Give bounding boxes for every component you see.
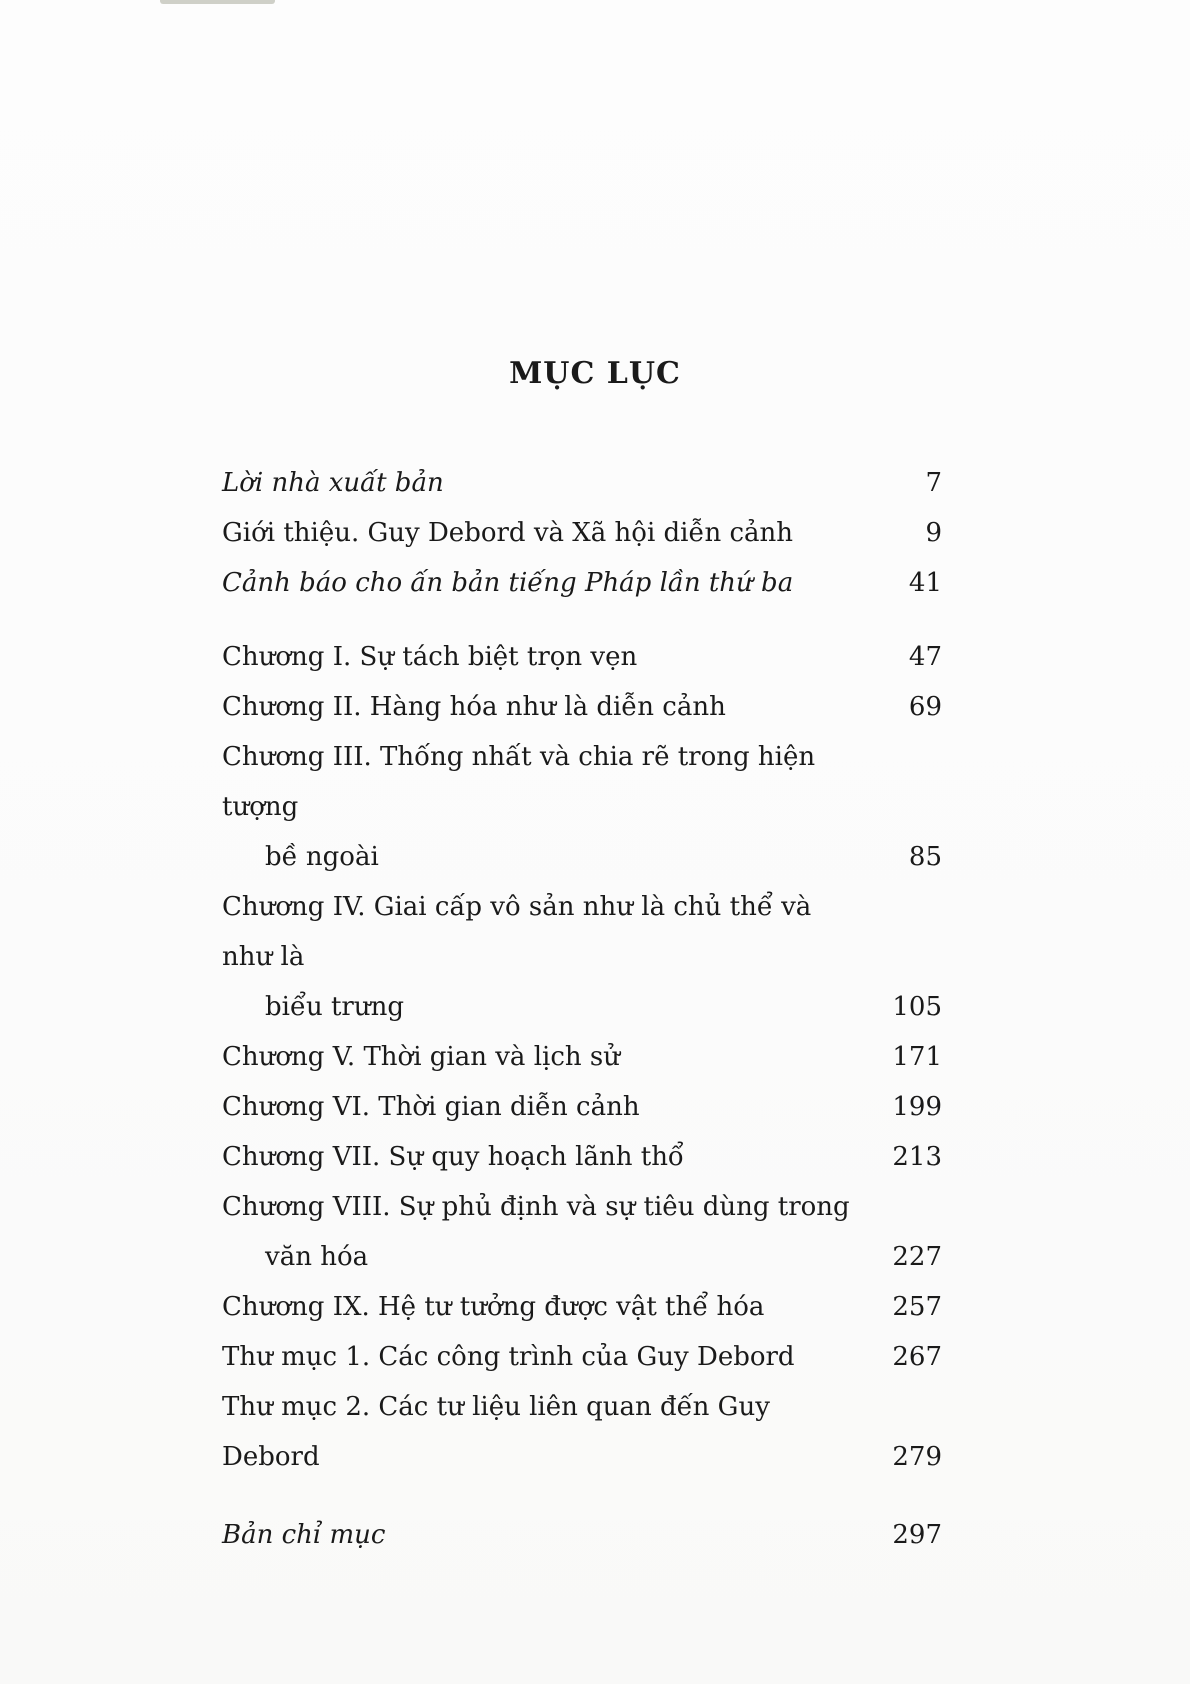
toc-entry-chapter-8: [222, 1182, 942, 1282]
toc-entry-chapter-7: [222, 1132, 942, 1182]
toc-entry-bibliography-2: [222, 1382, 942, 1482]
toc-entry-label: Chương IX. Hệ tư tưởng được vật thể hóa: [222, 1292, 765, 1322]
toc-entry-chapter-1: [222, 632, 942, 682]
toc-entry-label: Chương VIII. Sự phủ định và sự tiêu dùng trong văn hóa: [222, 1182, 942, 1282]
toc-entry-chapter-4: [222, 882, 942, 1032]
toc-entry-label: Chương I. Sự tách biệt trọn vẹn: [222, 642, 638, 672]
toc-entry-page: 267: [892, 1342, 942, 1372]
toc-entry-warning-third-edition: [222, 558, 942, 608]
toc-entry-label: Chương IV. Giai cấp vô sản như là chủ thể và như là biểu trưng: [222, 882, 942, 1032]
toc-entry-chapter-9: [222, 1282, 942, 1332]
toc-entry-label: Cảnh báo cho ấn bản tiếng Pháp lần thứ ba: [222, 568, 794, 598]
toc-entry-label-continuation: biểu trưng: [265, 992, 404, 1022]
toc-entry-chapter-5: [222, 1032, 942, 1082]
toc-entry-page: 69: [908, 692, 942, 722]
toc-entry-page: 105: [892, 992, 942, 1022]
toc-entry-index: [222, 1510, 942, 1560]
toc-entry-publisher-note: [222, 458, 942, 508]
toc-entry-label: Lời nhà xuất bản: [222, 468, 444, 498]
toc-entry-label: Thư mục 1. Các công trình của Guy Debord: [222, 1342, 795, 1372]
toc-entry-introduction: [222, 508, 942, 558]
toc-entry-label: Chương VI. Thời gian diễn cảnh: [222, 1092, 640, 1122]
toc-entry-page: 297: [892, 1520, 942, 1550]
toc-entry-label: Thư mục 2. Các tư liệu liên quan đến Guy Debord: [222, 1392, 770, 1472]
toc-entry-chapter-3: [222, 732, 942, 882]
page-edge-mark: [160, 0, 275, 4]
toc-entry-page: 199: [892, 1092, 942, 1122]
toc-entry-label-continuation: bề ngoài: [265, 842, 379, 872]
toc-entry-page: 257: [892, 1292, 942, 1322]
toc-entry-label: Chương II. Hàng hóa như là diễn cảnh: [222, 692, 726, 722]
toc-entry-label: Chương III. Thống nhất và chia rẽ trong hiện tượng bề ngoài: [222, 732, 942, 882]
toc-entry-page: 85: [908, 842, 942, 872]
toc-entry-label: Giới thiệu. Guy Debord và Xã hội diễn cảnh: [222, 518, 794, 548]
toc-entry-page: 47: [908, 642, 942, 672]
toc-entry-label: Chương VII. Sự quy hoạch lãnh thổ: [222, 1142, 684, 1172]
toc-entry-page: 41: [908, 568, 942, 598]
toc-entry-label: Bản chỉ mục: [222, 1520, 386, 1550]
toc-entry-chapter-6: [222, 1082, 942, 1132]
toc-entry-page: 279: [892, 1442, 942, 1472]
toc-entry-bibliography-1: [222, 1332, 942, 1382]
toc-entry-page: 213: [892, 1142, 942, 1172]
toc-entry-chapter-2: [222, 682, 942, 732]
toc-entry-page: 7: [925, 468, 942, 498]
toc-entry-label: Chương V. Thời gian và lịch sử: [222, 1042, 620, 1072]
page-title: MỤC LỤC: [509, 356, 681, 391]
toc-entry-page: 171: [892, 1042, 942, 1072]
toc-entry-page: 227: [892, 1242, 942, 1272]
toc-entry-label-continuation: văn hóa: [265, 1242, 369, 1272]
toc-entry-page: 9: [925, 518, 942, 548]
table-of-contents: [222, 458, 942, 1560]
